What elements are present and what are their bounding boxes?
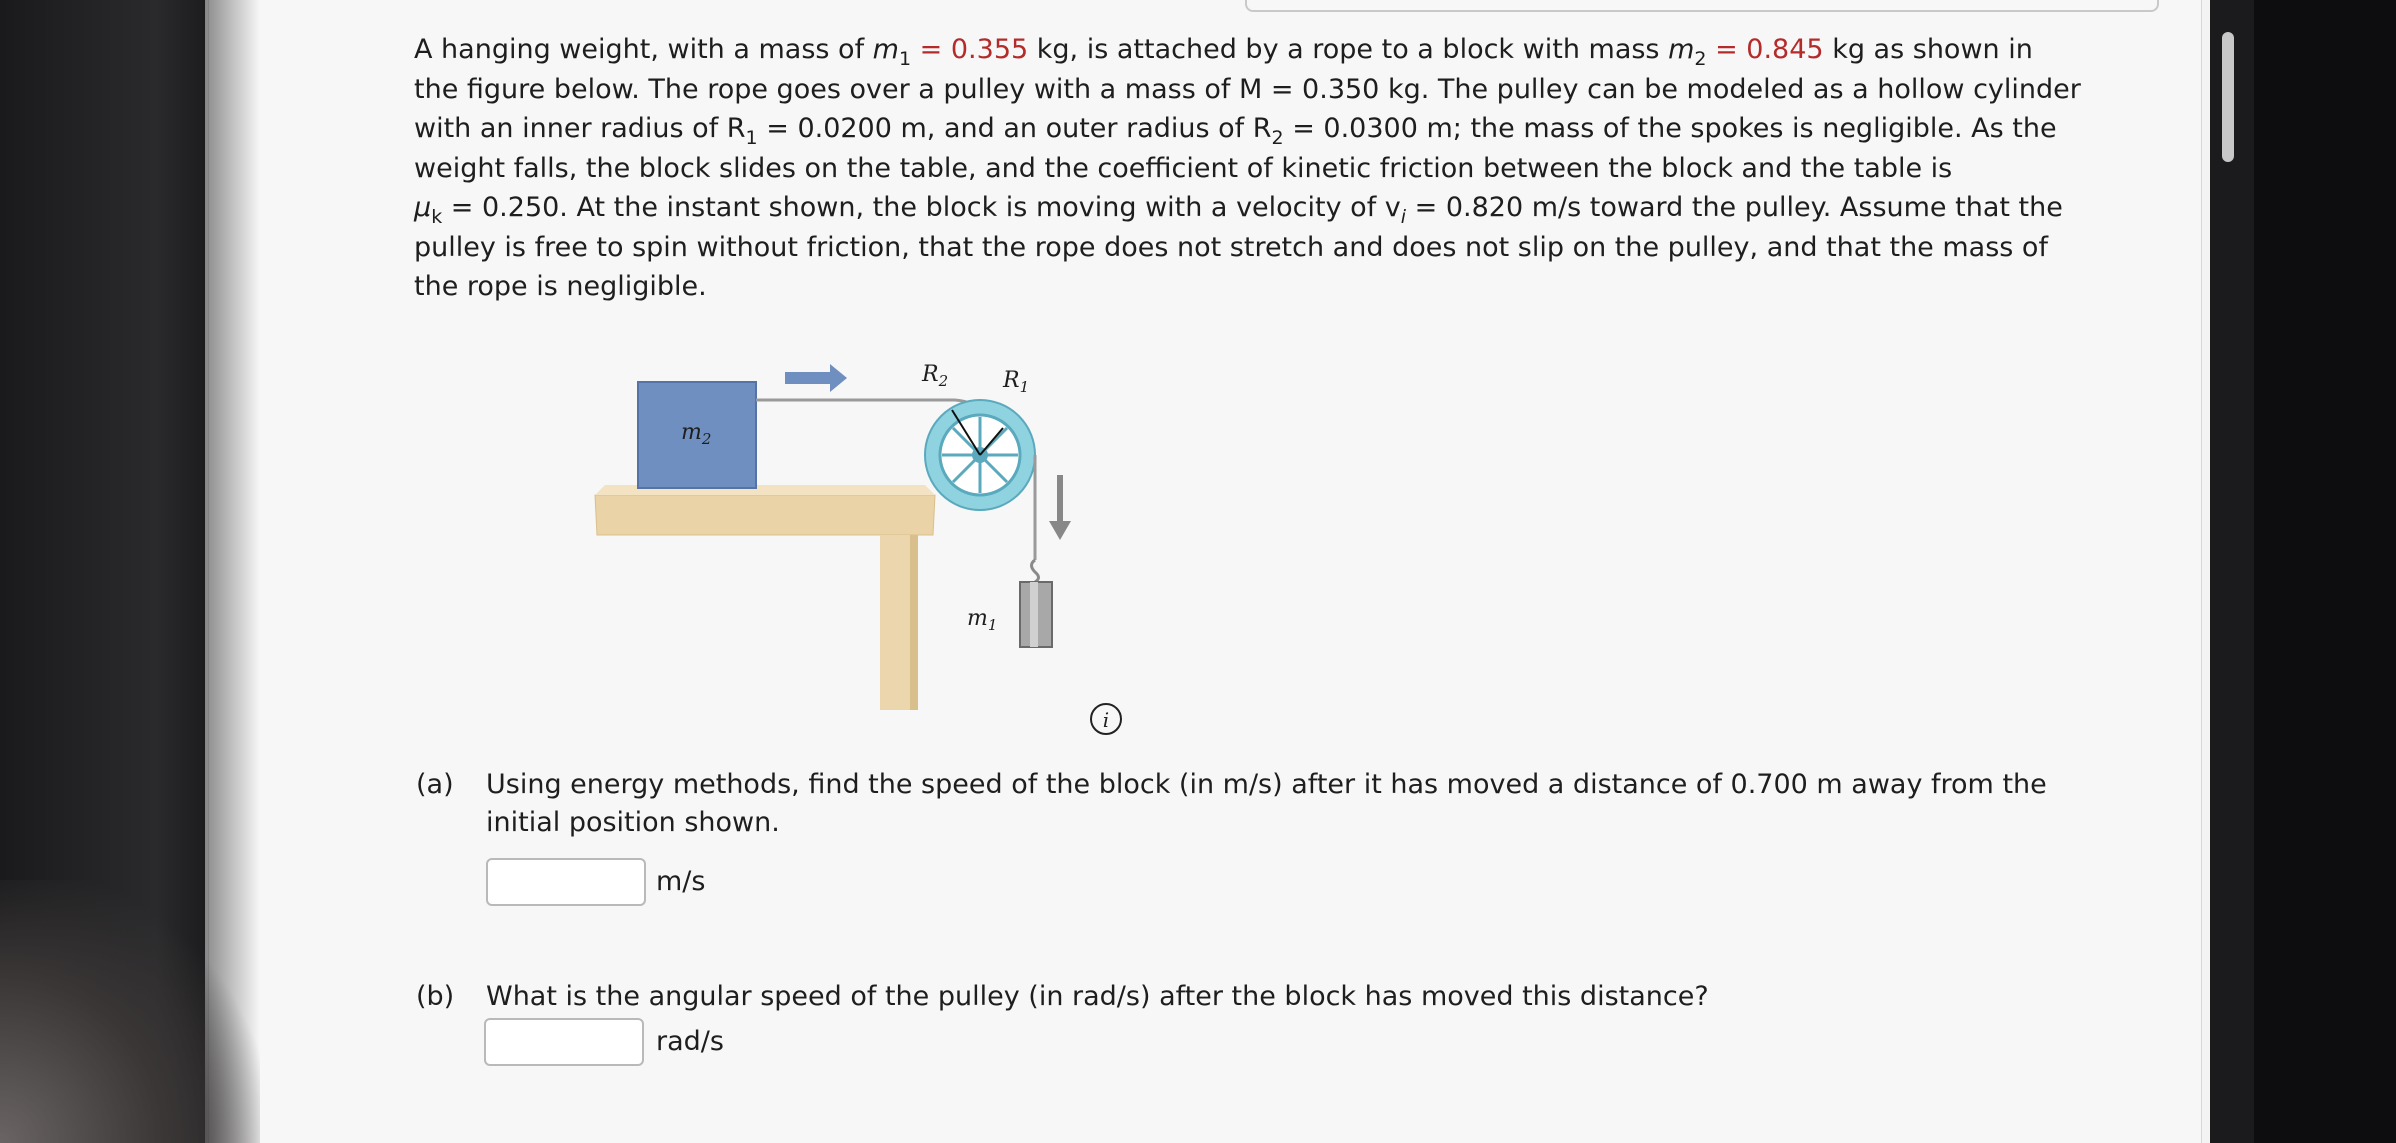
problem-line-1: A hanging weight, with a mass of $m_1 = 0.355$ kg, is attached by a rope to a block with mass $m_2 = 0.845$ kg as shown in	[414, 34, 2033, 70]
question-a-letter: (a)	[416, 769, 454, 800]
info-icon[interactable]: i	[1090, 703, 1122, 735]
question-a	[416, 766, 2156, 846]
problem-statement	[414, 30, 2134, 307]
label-R1: $R_1$	[1003, 368, 1030, 396]
given-m1: = 0.355	[919, 34, 1029, 65]
previous-section-border	[1245, 0, 2159, 12]
hand-shadow	[0, 880, 260, 1143]
label-m2: $m_2$	[681, 420, 712, 448]
question-b-text: What is the angular speed of the pulley (in rad/s) after the block has moved this distance?	[486, 981, 1709, 1012]
answer-input-a[interactable]	[486, 858, 646, 906]
pulley-figure	[585, 355, 1085, 715]
problem-line-2: the figure below. The rope goes over a pulley with a mass of M = 0.350 kg. The pulley can be modeled as a hollow cylinder	[414, 73, 2081, 105]
question-a-text: Using energy methods, find the speed of the block (in m/s) after it has moved a distance of 0.700 m away from the initial position shown.	[486, 769, 2047, 838]
answer-input-b[interactable]	[484, 1018, 644, 1066]
label-R2: $R_2$	[922, 362, 949, 390]
problem-line-7: the rope is negligible.	[414, 271, 707, 302]
unit-a: m/s	[656, 866, 706, 897]
question-b	[416, 978, 2156, 1018]
unit-b: rad/s	[656, 1026, 724, 1057]
label-m1: $m_1$	[967, 606, 998, 634]
scrollbar-track[interactable]	[2210, 0, 2254, 1143]
problem-line-3: with an inner radius of $R_1 = 0.0200$ m, and an outer radius of $R_2 = 0.0300$ m; the mass of the spokes is negligible. As the	[414, 113, 2057, 149]
problem-line-5: $\mu_k = 0.250$. At the instant shown, the block is moving with a velocity of $v_i = 0.820$ m/s toward the pulley. Assume that the	[414, 192, 2063, 228]
falling-arrow	[1049, 475, 1071, 540]
table-top-front	[595, 495, 935, 535]
given-m2: = 0.845	[1715, 34, 1824, 65]
scrollbar-thumb[interactable]	[2222, 32, 2234, 162]
velocity-arrow	[785, 364, 847, 392]
question-b-letter: (b)	[416, 981, 455, 1012]
problem-line-4: weight falls, the block slides on the table, and the coefficient of kinetic friction between the block and the table is	[414, 152, 1953, 184]
problem-line-6: pulley is free to spin without friction, that the rope does not stretch and does not slip on the pulley, and that the mass of	[414, 231, 2048, 263]
